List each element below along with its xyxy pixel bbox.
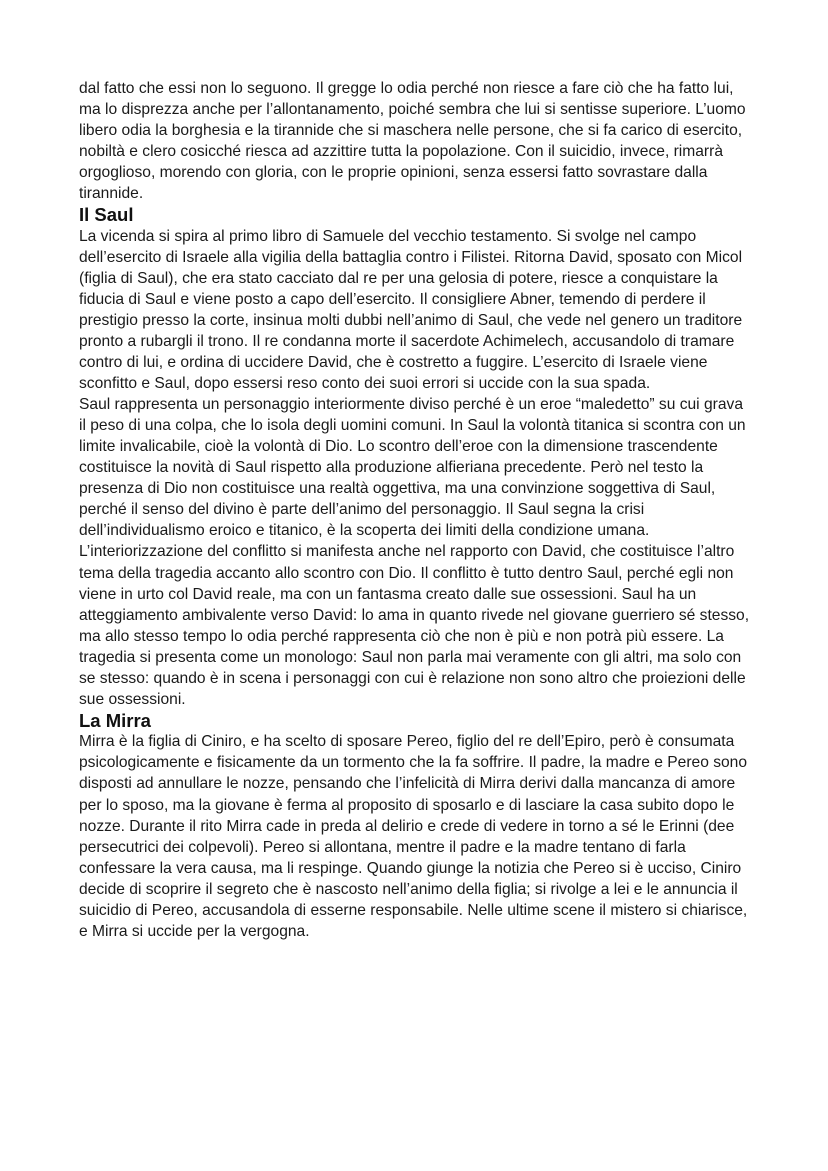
section-mirra	[79, 710, 754, 942]
intro-paragraph: dal fatto che essi non lo seguono. Il gregge lo odia perché non riesce a fare ciò che ha fatto lui, ma lo disprezza anche per l’allontanamento, poiché sembra che lui si sentisse superiore. L’uomo libero odia la borghesia e la tirannide che si maschera nelle persone, che si fa carico di esercito, nobiltà e clero cosicché riesca ad azzittire tutta la popolazione. Con il suicidio, invece, rimarrà orgoglioso, morendo con gloria, con le proprie opinioni, senza essersi fatto sovrastare dalla tirannide.	[79, 80, 746, 203]
section-saul	[79, 204, 754, 710]
document-page	[79, 78, 754, 942]
saul-paragraph-analysis: Saul rappresenta un personaggio interiormente diviso perché è un eroe “maledetto” su cui grava il peso di una colpa, che lo isola degli uomini comuni. In Saul la volontà titanica si scontra con un limite invalicabile, cioè la volontà di Dio. Lo scontro dell’eroe con la dimensione trascendente costituisce la novità di Saul rispetto alla produzione alfieriana precedente. Però nel testo la presenza di Dio non costituisce una realtà oggettiva, ma una convinzione soggettiva di Saul, perché il senso del divino è parte dell’animo del personaggio. Il Saul segna la crisi dell’individualismo eroico e titanico, è la scoperta dei limiti della condizione umana. L’interiorizzazione del conflitto si manifesta anche nel rapporto con David, che costituisce l’altro tema della tragedia accanto allo scontro con Dio. Il conflitto è tutto dentro Saul, perché egli non viene in urto col David reale, ma con un fantasma creato dalle sue ossessioni. Saul ha un atteggiamento ambivalente verso David: lo ama in quanto rivede nel giovane guerriero sé stesso, ma allo stesso tempo lo odia perché rappresenta ciò che non è più e non potrà più essere. La tragedia si presenta come un monologo: Saul non parla mai veramente con gli altri, ma solo con se stesso: quando è in scena i personaggi con cui è relazione non sono altro che proiezioni delle sue ossessioni.	[79, 396, 750, 708]
saul-paragraph-plot: La vicenda si spira al primo libro di Samuele del vecchio testamento. Si svolge nel campo dell’esercito di Israele alla vigilia della battaglia contro i Filistei. Ritorna David, sposato con Micol (figlia di Saul), che era stato cacciato dal re per una gelosia di potere, riesce a conquistare la fiducia di Saul e viene posto a capo dell’esercito. Il consigliere Abner, temendo di perdere il prestigio presso la corte, insinua molti dubbi nell’animo di Saul, che vede nel genero un traditore pronto a rubargli il trono. Il re condanna morte il sacerdote Achimelech, accusandolo di tramare contro di lui, e ordina di uccidere David, che è costretto a fuggire. L’esercito di Israele viene sconfitto e Saul, dopo essersi reso conto dei suoi errori si uccide con la sua spada.	[79, 227, 743, 393]
heading-mirra: La Mirra	[79, 709, 151, 731]
heading-saul: Il Saul	[79, 204, 134, 226]
mirra-paragraph-plot: Mirra è la figlia di Ciniro, e ha scelto di sposare Pereo, figlio del re dell’Epiro, però è consumata psicologicamente e fisicamente da un tormento che la fa soffrire. Il padre, la madre e Pereo sono disposti ad annullare le nozze, pensando che l’infelicità di Mirra derivi dalla mancanza di amore per lo sposo, ma la giovane è ferma al proposito di sposarlo e di lasciare la casa subito dopo le nozze. Durante il rito Mirra cade in preda al delirio e crede di vedere in torno a sé le Erinni (dee persecutrici dei colpevoli). Pereo si allontana, mentre il padre e la madre tentano di farla confessare la vera causa, ma li respinge. Quando giunge la notizia che Pereo si è ucciso, Ciniro decide di scoprire il segreto che è nascosto nell’animo della figlia; si rivolge a lei e le annuncia il suicidio di Pereo, accusandola di esserne responsabile. Nelle ultime scene il mistero si chiarisce, e Mirra si uccide per la vergogna.	[79, 733, 748, 940]
